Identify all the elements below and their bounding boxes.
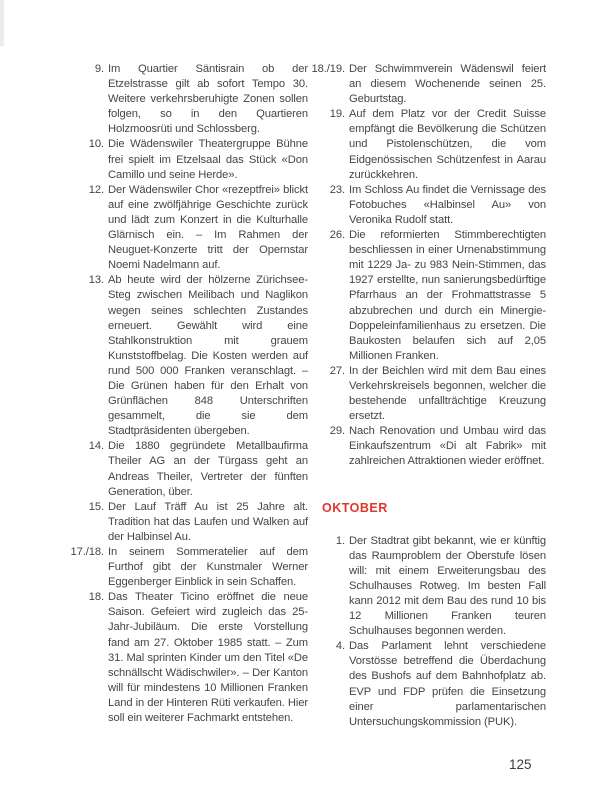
item-number: 29. (329, 425, 345, 438)
item-number: 18./19. (311, 63, 345, 75)
item-number: 19. (329, 108, 345, 121)
item-text: Das Parlament lehnt verschiedene Vorstösse betreffend die Überdachung des Bushofs auf dem Bahnhofplatz ab. EVP und FDP prüfen die Einsetzung einer parlamentarischen Untersuchungskommission (PUK). (349, 640, 546, 728)
list-item (322, 424, 546, 469)
item-number: 23. (329, 183, 345, 196)
item-text: In seinem Sommeratelier auf dem Furthof gibt der Kunstmaler Werner Eggenberger Einblick in sein Schaffen. (108, 546, 308, 589)
list-item (322, 228, 546, 364)
item-text: In der Beichlen wird mit dem Bau eines Verkehrskreisels begonnen, welcher die bestehende unfallträchtige Kreuzung ersetzt. (349, 364, 546, 423)
item-text: Ab heute wird der hölzerne Zürichsee-Steg zwischen Meilibach und Naglikon wegen seines schlechten Zustandes erneuert. Gewählt wird eine Stahlkonstruktion mit grauem Kunststoffbelag. Die Kosten werden auf rund 500 000 Franken veranschlagt. – Die Grünen haben für den Erhalt von Grünflächen 848 Unterschriften gesammelt, die sie dem Stadtpräsidenten übergeben. (108, 274, 308, 438)
item-number: 26. (329, 229, 345, 242)
list-item (81, 137, 308, 182)
list-item (81, 183, 308, 274)
item-number: 17./18. (70, 546, 104, 558)
list-item (322, 364, 546, 424)
list-item (322, 107, 546, 182)
item-text: Im Schloss Au findet die Vernissage des Fotobuches «Halbinsel Au» von Veronika Rudolf statt. (349, 183, 546, 226)
list-item (81, 62, 308, 137)
item-number: 14. (88, 440, 104, 453)
page-number: 125 (509, 757, 532, 772)
item-text: Der Stadtrat gibt bekannt, wie er künftig das Raumproblem der Oberstufe lösen will: mit einem Erweiterungsbau des Schulhauses Rotweg. Im besten Fall kann 2012 mit dem Bau des rund 10 bis 12 Millionen Franken teuren Schulhauses begonnen werden. (349, 534, 546, 638)
item-text: Die reformierten Stimmberechtigten beschliessen in einer Urnenabstimmung mit 1229 Ja- zu 983 Nein-Stimmen, das 1927 erstellte, nun sanierungsbedürftige Pfarrhaus an der Frohmattstrasse 5 abzubrechen und durch ein Minergie-Doppeleinfamilienhaus zu ersetzen. Die Baukosten belaufen sich auf 2,05 Millionen Franken. (349, 229, 546, 362)
item-number: 4. (335, 640, 345, 653)
item-number: 13. (88, 274, 104, 287)
item-number: 1. (335, 534, 345, 547)
list-item (70, 545, 308, 590)
list-item (322, 534, 546, 640)
item-text: Im Quartier Säntisrain ob der Etzelstrasse gilt ab sofort Tempo 30. Weitere verkehrsberuhigte Zonen sollen folgen, so in den Quartieren Holzmoosrüti und Schlossberg. (108, 63, 308, 136)
item-text: Auf dem Platz vor der Credit Suisse empfängt die Bevölkerung die Schützen und Pistolenschützen, die vom Eidgenössischen Schützenfest in Aarau zurückkehren. (349, 108, 546, 181)
item-text: Das Theater Ticino eröffnet die neue Saison. Gefeiert wird zugleich das 25-Jahr-Jubiläum. Die erste Vorstellung fand am 27. Oktober 1985 statt. – Zum 31. Mal sprinten Kinder um den Titel «De schnällscht Wädischwiler». – Der Kanton will für mindestens 10 Millionen Franken Land in der Hinteren Rüti verkaufen. Hier soll ein weiterer Fachmarkt entstehen. (108, 591, 308, 725)
list-item (322, 183, 546, 228)
right-column (311, 62, 546, 730)
left-column (70, 62, 308, 726)
item-text: Der Lauf Träff Au ist 25 Jahre alt. Tradition hat das Laufen und Walken auf der Halbinsel Au. (108, 500, 308, 543)
item-number: 18. (88, 591, 104, 604)
item-number: 9. (94, 63, 104, 75)
numbered-list-right-september (311, 62, 546, 470)
list-item (81, 590, 308, 726)
item-text: Der Wädenswiler Chor «rezeptfrei» blickt auf eine zwölfjährige Geschichte zurück und lädt zum Konzert in die Kulturhalle Glärnisch ein. – Im Rahmen der Neuguet-Konzerte tritt der Opernstar Noemi Nadelmann auf. (108, 183, 308, 272)
list-item (81, 500, 308, 545)
scan-edge-artifact (0, 0, 4, 46)
item-number: 15. (88, 500, 104, 513)
list-item (322, 639, 546, 730)
item-text: Der Schwimmverein Wädenswil feiert an diesem Wochenende seinen 25. Geburtstag. (349, 63, 546, 106)
item-text: Nach Renovation und Umbau wird das Einkaufszentrum «Di alt Fabrik» mit zahlreichen Attraktionen wieder eröffnet. (349, 425, 546, 468)
item-number: 27. (329, 364, 345, 377)
numbered-list-right-october (322, 534, 546, 730)
list-item (81, 439, 308, 499)
list-item (311, 62, 546, 107)
item-text: Die 1880 gegründete Metallbaufirma Theiler AG an der Türgass geht an Andreas Theiler, Vertreter der fünften Generation, über. (108, 440, 308, 498)
item-number: 10. (88, 138, 104, 151)
numbered-list-left (70, 62, 308, 726)
month-heading: OKTOBER (322, 500, 388, 515)
list-item (81, 273, 308, 439)
item-number: 12. (88, 183, 104, 196)
item-text: Die Wädenswiler Theatergruppe Bühne frei spielt im Etzelsaal das Stück «Don Camillo und seine Herde». (108, 138, 308, 181)
